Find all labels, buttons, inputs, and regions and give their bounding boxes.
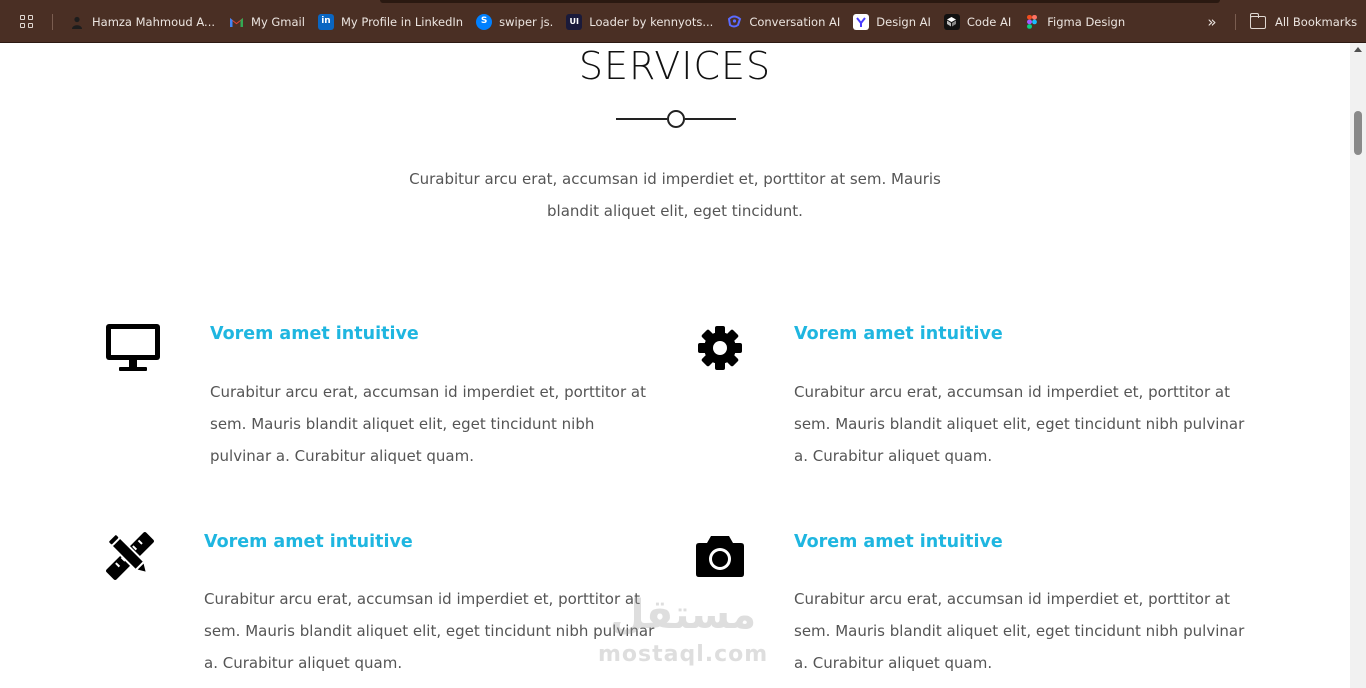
bookmark-label: My Gmail <box>251 14 305 29</box>
folder-icon <box>1250 16 1266 29</box>
bookmark-label: My Profile in LinkedIn <box>340 14 464 29</box>
conversation-ai-icon <box>726 14 742 30</box>
tab-strip-edge <box>380 0 1220 3</box>
service-title: Vorem amet intuitive <box>794 532 1003 552</box>
linkedin-icon: in <box>318 14 334 30</box>
bookmark-hamza[interactable] <box>63 8 221 36</box>
figma-icon <box>1024 14 1040 30</box>
bookmark-label: Figma Design <box>1047 14 1126 29</box>
all-bookmarks-button[interactable] <box>1250 8 1357 36</box>
service-title: Vorem amet intuitive <box>794 324 1003 344</box>
title-divider <box>616 110 736 128</box>
gmail-icon <box>228 14 244 30</box>
code-ai-icon <box>944 14 960 30</box>
bookmark-code-ai[interactable] <box>938 8 1017 36</box>
service-text: Curabitur arcu erat, accumsan id imperdiet et, porttitor at sem. Mauris blandit aliquet elit, eget tincidunt nibh pulvinar a. Curabitur aliquet quam. <box>204 590 655 672</box>
bookmarks-separator <box>52 14 53 30</box>
monitor-icon <box>105 323 161 377</box>
bookmark-design-ai[interactable] <box>847 8 937 36</box>
scroll-up-arrow-icon[interactable] <box>1354 47 1362 52</box>
bookmark-figma[interactable] <box>1018 8 1131 36</box>
bookmark-linkedin[interactable] <box>312 8 469 36</box>
bookmarks-bar <box>0 0 1366 43</box>
gear-icon <box>697 325 743 375</box>
service-text: Curabitur arcu erat, accumsan id imperdiet et, porttitor at sem. Mauris blandit aliquet elit, eget tincidunt nibh pulvinar a. Curabitur aliquet quam. <box>210 383 646 465</box>
bookmark-gmail[interactable] <box>222 8 311 36</box>
apps-grid-icon <box>20 15 33 28</box>
mostaql-watermark <box>598 592 768 682</box>
scroll-thumb[interactable] <box>1354 111 1362 155</box>
bookmark-loader[interactable] <box>560 8 719 36</box>
bookmark-swiper[interactable] <box>470 8 559 36</box>
avatar-icon <box>69 14 85 30</box>
bookmark-label: Design AI <box>876 14 931 29</box>
bookmark-label: Conversation AI <box>749 14 841 29</box>
bookmark-conversation-ai[interactable] <box>720 8 846 36</box>
camera-icon <box>695 534 745 582</box>
apps-button[interactable] <box>0 0 52 43</box>
service-text: Curabitur arcu erat, accumsan id imperdiet et, porttitor at sem. Mauris blandit aliquet elit, eget tincidunt nibh pulvinar a. Curabitur aliquet quam. <box>794 383 1245 465</box>
all-bookmarks-label: All Bookmarks <box>1275 15 1358 29</box>
bookmarks-separator <box>1235 14 1236 30</box>
chevron-double-right-icon: » <box>1207 13 1217 31</box>
swiper-icon: S <box>476 14 492 30</box>
watermark-arabic: مستقل <box>609 592 757 638</box>
service-text: Curabitur arcu erat, accumsan id imperdiet et, porttitor at sem. Mauris blandit aliquet elit, eget tincidunt nibh pulvinar a. Curabitur aliquet quam. <box>794 590 1245 672</box>
service-title: Vorem amet intuitive <box>210 324 419 344</box>
pencil-ruler-icon <box>104 530 156 586</box>
page-scrollbar[interactable] <box>1350 43 1366 688</box>
watermark-latin: mostaql.com <box>598 642 769 667</box>
bookmark-label: Loader by kennyots... <box>589 14 714 29</box>
design-ai-icon <box>853 14 869 30</box>
section-intro: Curabitur arcu erat, accumsan id imperdiet et, porttitor at sem. Mauris blandit aliquet elit, eget tincidunt. <box>409 170 941 220</box>
bookmark-label: Code AI <box>966 14 1012 29</box>
more-bookmarks-button[interactable] <box>1200 8 1224 36</box>
bookmark-label: Hamza Mahmoud A... <box>92 14 216 29</box>
uiverse-icon: UI <box>566 14 582 30</box>
section-title: SERVICES <box>578 44 772 88</box>
service-title: Vorem amet intuitive <box>204 532 413 552</box>
bookmark-label: swiper js. <box>499 14 554 29</box>
